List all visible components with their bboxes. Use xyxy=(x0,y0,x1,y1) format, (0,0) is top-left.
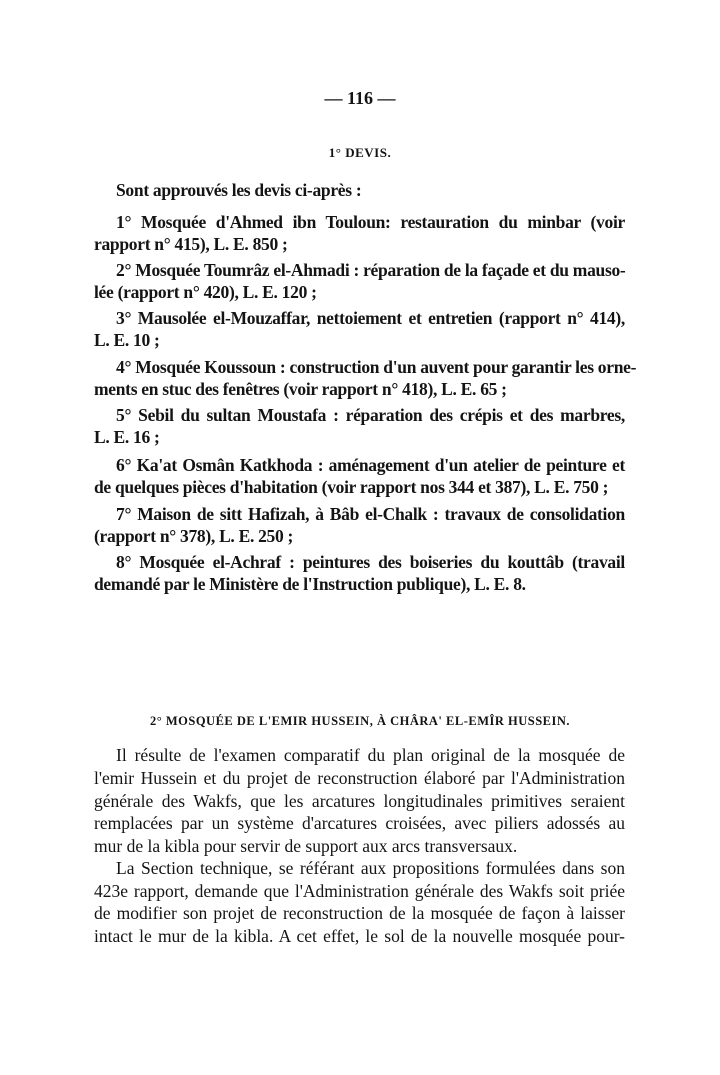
paragraph-line: générale des Wakfs, que les arcatures longitudinales primitives seraient xyxy=(94,791,625,811)
paragraph-line: intact le mur de la kibla. A cet effet, le sol de la nouvelle mosquée pour- xyxy=(94,926,625,946)
section-1-heading: 1° DEVIS. xyxy=(328,145,392,160)
devis-item: 4° Mosquée Koussoun : construction d'un auvent pour garantir les orne- xyxy=(116,357,637,377)
paragraph-line: mur de la kibla pour servir de support aux arcs transversaux. xyxy=(94,836,518,856)
devis-item-continuation: L. E. 10 ; xyxy=(94,330,160,350)
paragraph-line: remplacées par un système d'arcatures croisées, avec piliers adossés au xyxy=(94,813,625,833)
devis-item-continuation: de quelques pièces d'habitation (voir rapport nos 344 et 387), L. E. 750 ; xyxy=(94,477,609,497)
devis-item-continuation: (rapport n° 378), L. E. 250 ; xyxy=(94,526,294,546)
paragraph-line: La Section technique, se référant aux propositions formulées dans son xyxy=(116,858,625,878)
section-2-heading: 2° MOSQUÉE DE L'EMIR HUSSEIN, À CHÂRA' EL-EMÎR HUSSEIN. xyxy=(149,714,571,728)
devis-item-continuation: demandé par le Ministère de l'Instruction publique), L. E. 8. xyxy=(94,574,526,594)
paragraph-line: de modifier son projet de reconstruction de la mosquée de façon à laisser xyxy=(94,903,625,923)
section-1-intro: Sont approuvés les devis ci-après : xyxy=(116,180,362,200)
devis-item-continuation: lée (rapport n° 420), L. E. 120 ; xyxy=(94,282,317,302)
devis-item-continuation: rapport n° 415), L. E. 850 ; xyxy=(94,234,288,254)
devis-item-continuation: ments en stuc des fenêtres (voir rapport n° 418), L. E. 65 ; xyxy=(94,379,507,399)
paragraph-line: 423e rapport, demande que l'Administration générale des Wakfs soit priée xyxy=(94,881,625,901)
paragraph-line: Il résulte de l'examen comparatif du plan original de la mosquée de xyxy=(116,745,625,765)
devis-item: 8° Mosquée el-Achraf : peintures des boiseries du kouttâb (travail xyxy=(116,552,625,572)
devis-item-continuation: L. E. 16 ; xyxy=(94,427,160,447)
devis-item: 2° Mosquée Toumrâz el-Ahmadi : réparation de la façade et du mauso- xyxy=(116,260,626,280)
page-number: — 116 — xyxy=(324,88,396,108)
devis-item: 7° Maison de sitt Hafizah, à Bâb el-Chalk : travaux de consolidation xyxy=(116,504,625,524)
devis-item: 3° Mausolée el-Mouzaffar, nettoiement et entretien (rapport n° 414), xyxy=(116,308,625,328)
devis-item: 6° Ka'at Osmân Katkhoda : aménagement d'un atelier de peinture et xyxy=(116,455,625,475)
devis-item: 5° Sebil du sultan Moustafa : réparation des crépis et des marbres, xyxy=(116,405,625,425)
devis-item: 1° Mosquée d'Ahmed ibn Touloun: restauration du minbar (voir xyxy=(116,212,625,232)
paragraph-line: l'emir Hussein et du projet de reconstruction élaboré par l'Administration xyxy=(94,768,625,788)
